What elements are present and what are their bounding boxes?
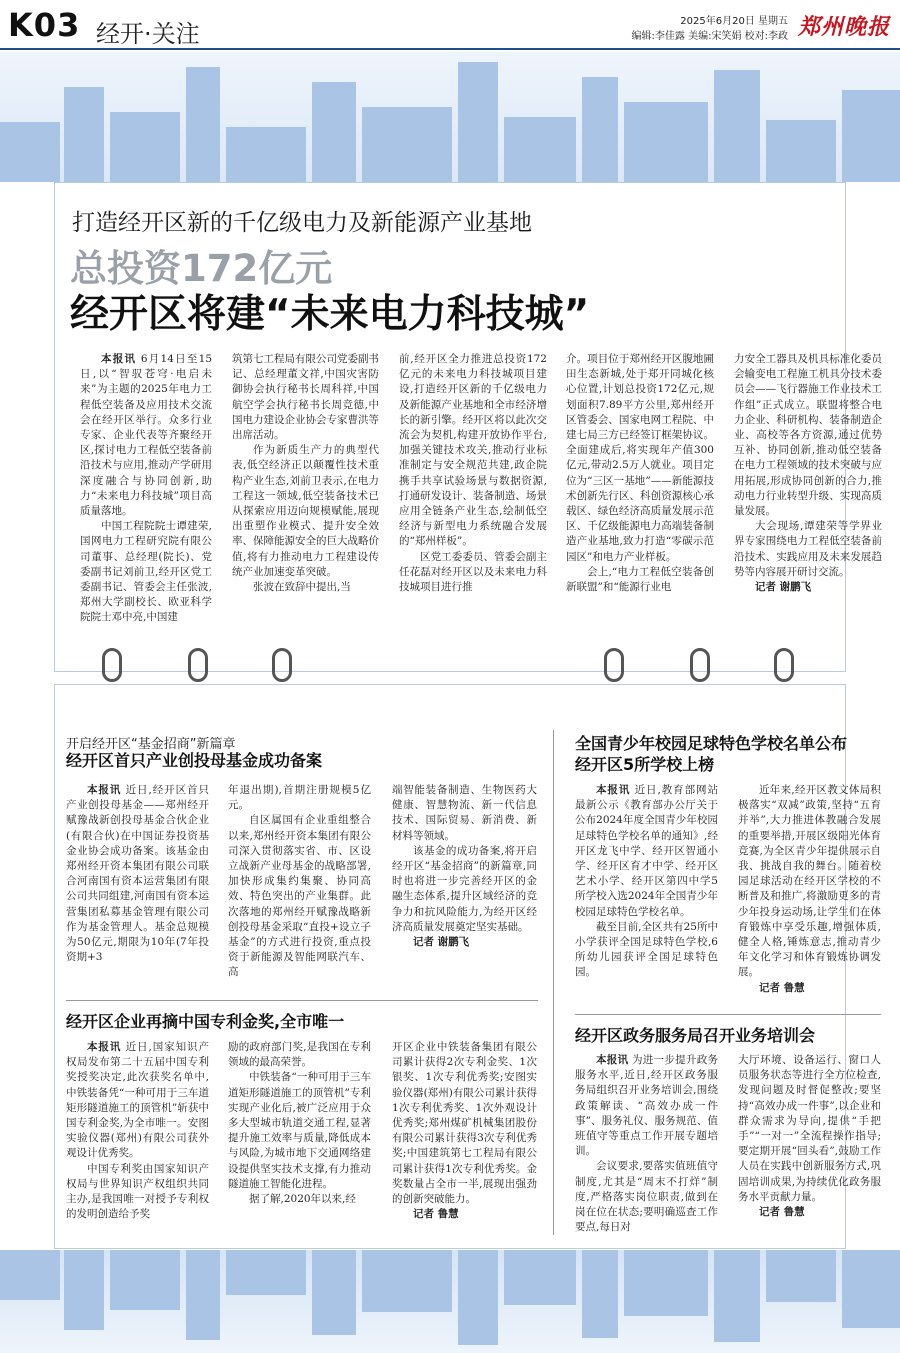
- story2-column-3: [392, 783, 537, 983]
- paragraph: 张波在致辞中提出,当: [253, 581, 351, 594]
- lead-label: 本报讯: [596, 784, 631, 796]
- paragraph: 近日,教育部网站最新公示《教育部办公厅关于公布2024年度全国青少年校园足球特色学校名单的通知》,经开区龙飞中学、经开区智通小学、经开区育才中学、经开区艺术小学、经开区第四中学5所学校入选2024年全国青少年校园足球特色学校名单。: [575, 784, 718, 918]
- column-divider: [553, 730, 554, 1235]
- story4-column-2: [228, 1040, 371, 1240]
- ring-icon: [188, 648, 208, 682]
- paragraph: 区党工委委员、管委会副主任花磊对经开区以及未来电力科技城项目进行推: [399, 550, 547, 594]
- story2-title: 经开区首只产业创投母基金成功备案: [66, 751, 323, 770]
- story3-title: 全国青少年校园足球特色学校名单公布 经开区5所学校上榜: [575, 734, 848, 774]
- paragraph: 中铁装备“一种可用于三车道矩形隧道施工的顶管机”专利实现产业化后,被广泛应用于众多大型城市轨道交通工程,显著提升施工效率与质量,降低成本与风险,为城市地下交通网络建设提供坚实技术支撑,有力推动隧道施工智能化进程。: [228, 1071, 371, 1190]
- section-title: 经开·关注: [96, 20, 200, 48]
- paragraph: 大会现场,谭建荣等学界业界专家围绕电力工程低空装备前沿技术、实践应用及未来发展趋势等内容展开研讨交流。: [734, 520, 882, 578]
- paragraph: 据了解,2020年以来,经: [249, 1193, 356, 1206]
- paragraph: 开区企业中铁装备集团有限公司累计获得2次专利金奖、1次银奖、1次专利优秀奖;安图实验仪器(郑州)有限公司累计获得1次专利优秀奖、1次外观设计优秀奖;郑州煤矿机械集团股份有限公司累计获得3次专利优秀奖;中国建筑第七工程局有限公司累计获得1次专利优秀奖。金奖数量占全市一半,展现出强劲的创新突破能力。: [392, 1041, 537, 1206]
- byline: 记者 鲁慧: [759, 981, 805, 994]
- paragraph: 截至目前,全区共有25所中小学获评全国足球特色学校,6所幼儿园获评全国足球特色园。: [575, 920, 718, 979]
- lead-column-3: [399, 352, 547, 627]
- story2-subtitle: 开启经开区“基金招商”新篇章: [66, 737, 236, 752]
- ring-icon: [774, 648, 794, 682]
- story3-column-1: [575, 783, 718, 1003]
- story-divider: [575, 1014, 881, 1015]
- paragraph: 励的政府部门奖,是我国在专利领域的最高荣誉。: [228, 1041, 371, 1069]
- byline: 记者 谢鹏飞: [413, 936, 470, 949]
- paragraph: 中国专利奖由国家知识产权局与世界知识产权组织共同主办,是我国唯一对授予专利权的发明创造给予奖: [66, 1162, 209, 1221]
- ring-icon: [604, 648, 624, 682]
- binder-rings-decoration: [0, 648, 900, 708]
- ring-icon: [690, 648, 710, 682]
- ring-icon: [272, 648, 292, 682]
- lead-label: 本报讯: [87, 784, 122, 796]
- paragraph: 近日,经开区首只产业创投母基金——郑州经开赋豫战新创投母基金合伙企业(有限合伙)在中国证券投资基金业协会成功备案。该基金由郑州经开资本集团有限公司联合河南国有资本运营集团有限公司共同组建,河南国有资本运营集团私募基金管理有限公司作为基金管理人。基金总规模为50亿元,期限为10年(7年投资期+3: [66, 784, 209, 964]
- paragraph: 6月14日至15日,以“智驭苍穹·电启未来”为主题的2025年电力工程低空装备及应用技术交流会在经开区举行。众多行业专家、企业代表等齐聚经开区,探讨电力工程低空装备前沿技术与应用,推动产学研用深度融合与协同创新,助力“未来电力科技城”项目高质量落地。: [80, 353, 212, 518]
- story5-column-1: [575, 1053, 718, 1243]
- lead-label: 本报讯: [101, 353, 137, 365]
- paragraph: 会上,“电力工程低空装备创新联盟”和“能源行业电: [566, 565, 714, 594]
- story2-column-2: [228, 783, 371, 983]
- lead-column-1: [80, 352, 212, 627]
- ring-icon: [102, 648, 122, 682]
- editors-line: 编辑:李佳露 美编:宋笑娟 校对:李政: [631, 31, 788, 42]
- paragraph: 筑第七工程局有限公司党委副书记、总经理董文祥,中国灾害防御协会执行秘书长周科祥,中国航空学会执行秘书长周竞德,中国电力建设企业协会专家曹洪等出席活动。: [232, 353, 379, 442]
- story5-column-2: [738, 1053, 881, 1243]
- lead-sup-title: 打造经开区新的千亿级电力及新能源产业基地: [72, 210, 532, 236]
- byline: 记者 鲁慧: [413, 1208, 459, 1221]
- lead-grey-title: 总投资172亿元: [70, 247, 333, 290]
- paragraph: 自区属国有企业重组整合以来,郑州经开资本集团有限公司深入贯彻落实省、市、区设立战新产业母基金的战略部署,加快形成集约集聚、协同高效、特色突出的产业集群。此次落地的郑州经开赋豫战略新创投母基金采取“直投+设立子基金”的方式进行投资,重点投资于新能源及智能网联汽车、高: [228, 814, 371, 979]
- paragraph: 中国工程院院士谭建荣,国网电力工程研究院有限公司董事、总经理(院长)、党委副书记刘前卫,经开区党工委副书记、管委会主任张波,郑州大学副校长、欧亚科学院院士邓中亮,中国建: [80, 520, 212, 624]
- lead-column-5: [734, 352, 882, 627]
- lead-label: 本报讯: [87, 1041, 122, 1053]
- lead-column-4: [566, 352, 714, 627]
- paragraph: 端智能装备制造、生物医药大健康、智慧物流、新一代信息技术、国际贸易、新消费、新材料等领域。: [392, 784, 537, 842]
- paragraph: 会议要求,要落实值班值守制度,尤其是“周末不打烊”制度,严格落实岗位职责,做到在岗在位在状态;要明确巡查工作要点,每日对: [575, 1160, 718, 1234]
- byline: 记者 鲁慧: [759, 1206, 805, 1219]
- story4-column-3: [392, 1040, 537, 1240]
- paragraph: 该基金的成功备案,将开启经开区“基金招商”的新篇章,同时也将进一步完善经开区的金融生态体系,提升区域经济的竞争力和抗风险能力,为经开区经济高质量发展奠定坚实基础。: [392, 844, 537, 933]
- story2-column-1: [66, 783, 209, 983]
- lead-main-title: 经开区将建“未来电力科技城”: [70, 292, 590, 337]
- paragraph: 为进一步提升政务服务水平,近日,经开区政务服务局组织召开业务培训会,围绕政策解读、“高效办成一件事”、服务礼仪、服务规范、值班值守等重点工作开展专题培训。: [575, 1054, 718, 1158]
- paragraph: 力安全工器具及机具标准化委员会输变电工程施工机具分技术委员会——飞行器施工作业技术工作组”正式成立。联盟将整合电力企业、科研机构、装备制造企业、高校等各方资源,通过优势互补、协同创新,推动低空装备在电力工程领域的技术突破与应用拓展,形成协同创新的合力,推动电力行业转型升级、实现高质量发展。: [734, 353, 882, 518]
- skyline-bottom-decoration: [0, 1250, 900, 1353]
- story3-column-2: [738, 783, 881, 1003]
- paragraph: 大厅环境、设备运行、窗口人员服务状态等进行全方位检查,发现问题及时督促整改;要坚持“高效办成一件事”,以企业和群众需求为导向,提供“手把手”“一对一”全流程操作指导;要定期开展“回头看”,鼓励工作人员在实践中创新服务方式,巩固培训成果,为持续优化政务服务水平贡献力量。: [738, 1054, 881, 1203]
- paragraph: 近日,国家知识产权局发布第二十五届中国专利奖授奖决定,此次获奖名单中,中铁装备凭“一种可用于三车道矩形隧道施工的顶管机”斩获中国专利金奖,为全市唯一。安图实验仪器(郑州)有限公司获外观设计优秀奖。: [66, 1041, 209, 1160]
- paragraph: 介。项目位于郑州经开区腹地圃田生态新城,处于郑开同城化核心位置,计划总投资172亿元,规划面积7.89平方公里,郑州经开区管委会、国家电网工程院、中建七局三方已经签订框架协议。全面建成后,将实现年产值300亿元,带动2.5万人就业。项目定位为“三区一基地”——新能源技术创新先行区、科创资源核心承载区、绿色经济高质量发展示范区、千亿级能源电力高端装备制造产业基地,致力打造“零碳示范园区”和电力产业样板。: [566, 353, 714, 563]
- date-line: 2025年6月20日 星期五: [680, 16, 788, 27]
- story5-title: 经开区政务服务局召开业务培训会: [575, 1026, 816, 1045]
- byline: 记者 谢鹏飞: [755, 581, 812, 594]
- paragraph: 前,经开区全力推进总投资172亿元的未来电力科技城项目建设,打造经开区新的千亿级电力及新能源产业基地和全市经济增长的新引擎。经开区将以此次交流会为契机,构建开放协作平台,加强关键技术攻关,推动行业标准制定与安全规范共建,政企院携手共享试验场景与数据资源,打通研发设计、装备制造、场景应用全链条产业生态,绘制低空经济与新型电力系统融合发展的“郑州样板”。: [399, 353, 547, 548]
- skyline-top-decoration: [0, 52, 900, 182]
- story4-column-1: [66, 1040, 209, 1240]
- paragraph: 年退出期),首期注册规模5亿元。: [228, 784, 371, 812]
- paragraph: 近年来,经开区教文体局积极落实“双减”政策,坚持“五育并举”,大力推进体教融合发展的重要举措,开展区级阳光体育竞赛,为全区青少年提供展示自我、挑战自我的舞台。随着校园足球活动在经开区学校的不断普及和推广,将激励更多的青少年投身运动场,让学生们在体育锻炼中享受乐趣,增强体质,健全人格,锤炼意志,推动青少年文化学习和体育锻炼协调发展。: [738, 784, 881, 979]
- masthead: [0, 0, 900, 50]
- story-divider: [66, 1000, 538, 1001]
- page-number: K03: [8, 6, 81, 44]
- lead-column-2: [232, 352, 379, 627]
- paragraph: 作为新质生产力的典型代表,低空经济正以颠覆性技术重构产业生态,刘前卫表示,在电力工程这一领域,低空装备技术已从探索应用迈向规模赋能,展现出重塑作业模式、提升安全效率、保障能源安全的巨大战略价值,将有力推动电力工程建设传统产业加速变革突破。: [232, 444, 379, 578]
- lead-label: 本报讯: [596, 1054, 629, 1066]
- newspaper-logo: 郑州晚报: [797, 14, 890, 40]
- story4-title: 经开区企业再摘中国专利金奖,全市唯一: [66, 1012, 345, 1031]
